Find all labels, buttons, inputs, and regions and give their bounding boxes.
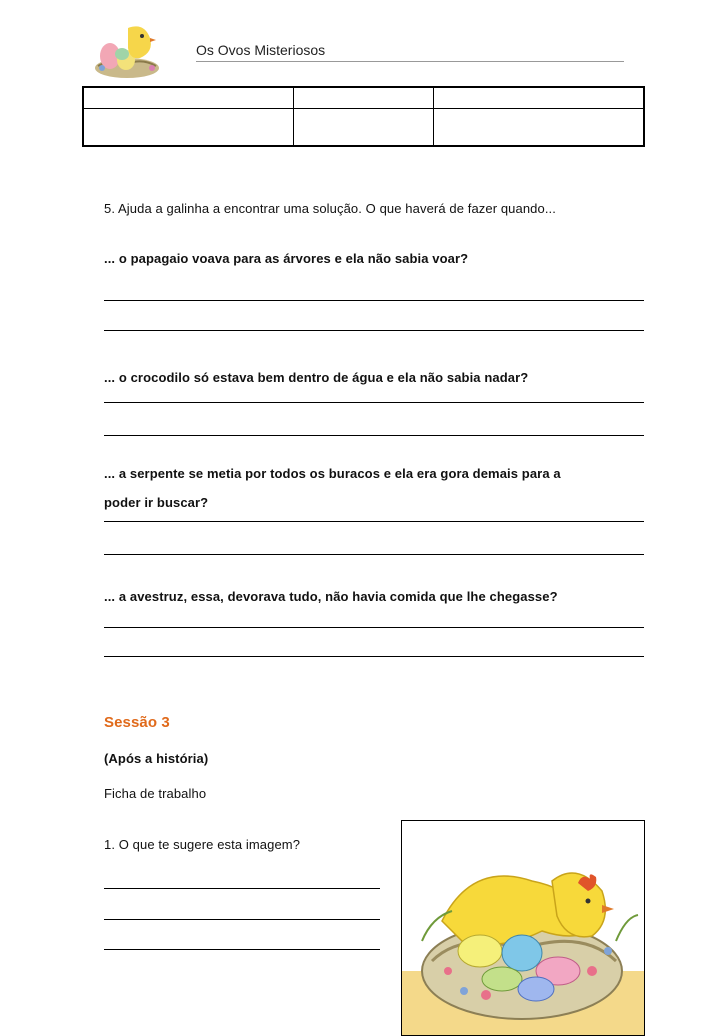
chick-in-nest-icon [92,18,162,80]
answer-line[interactable] [104,330,644,331]
answer-line[interactable] [104,554,644,555]
answer-line[interactable] [104,949,380,950]
session-subtitle: (Após a história) [104,751,209,766]
question-5-item-snake: ... a serpente se metia por todos os buracos e ela era gora demais para a [104,466,561,481]
question-1: 1. O que te sugere esta imagem? [104,837,301,852]
table-cell[interactable] [434,87,644,109]
table-cell[interactable] [293,87,433,109]
question-5-intro: 5. Ajuda a galinha a encontrar uma solução. O que haverá de fazer quando... [104,201,556,216]
header-divider [196,61,624,62]
table-cell[interactable] [434,109,644,147]
answer-line[interactable] [104,888,380,889]
worksheet-label: Ficha de trabalho [104,786,207,801]
answer-line[interactable] [104,521,644,522]
answer-line[interactable] [104,402,644,403]
chick-with-easter-eggs-illustration [401,820,645,1036]
answer-line[interactable] [104,919,380,920]
question-5-item-snake-cont: poder ir buscar? [104,495,209,510]
answer-line[interactable] [104,435,644,436]
question-5-item-crocodile: ... o crocodilo só estava bem dentro de água e ela não sabia nadar? [104,370,529,385]
answer-line[interactable] [104,627,644,628]
document-title: Os Ovos Misteriosos [196,42,326,58]
answer-line[interactable] [104,656,644,657]
answer-table [82,86,645,147]
table-cell[interactable] [83,87,293,109]
question-5-item-parrot: ... o papagaio voava para as árvores e ela não sabia voar? [104,251,469,266]
table-cell[interactable] [83,109,293,147]
answer-line[interactable] [104,300,644,301]
session-heading: Sessão 3 [104,714,170,731]
question-5-item-ostrich: ... a avestruz, essa, devorava tudo, não havia comida que lhe chegasse? [104,589,558,604]
table-cell[interactable] [293,109,433,147]
